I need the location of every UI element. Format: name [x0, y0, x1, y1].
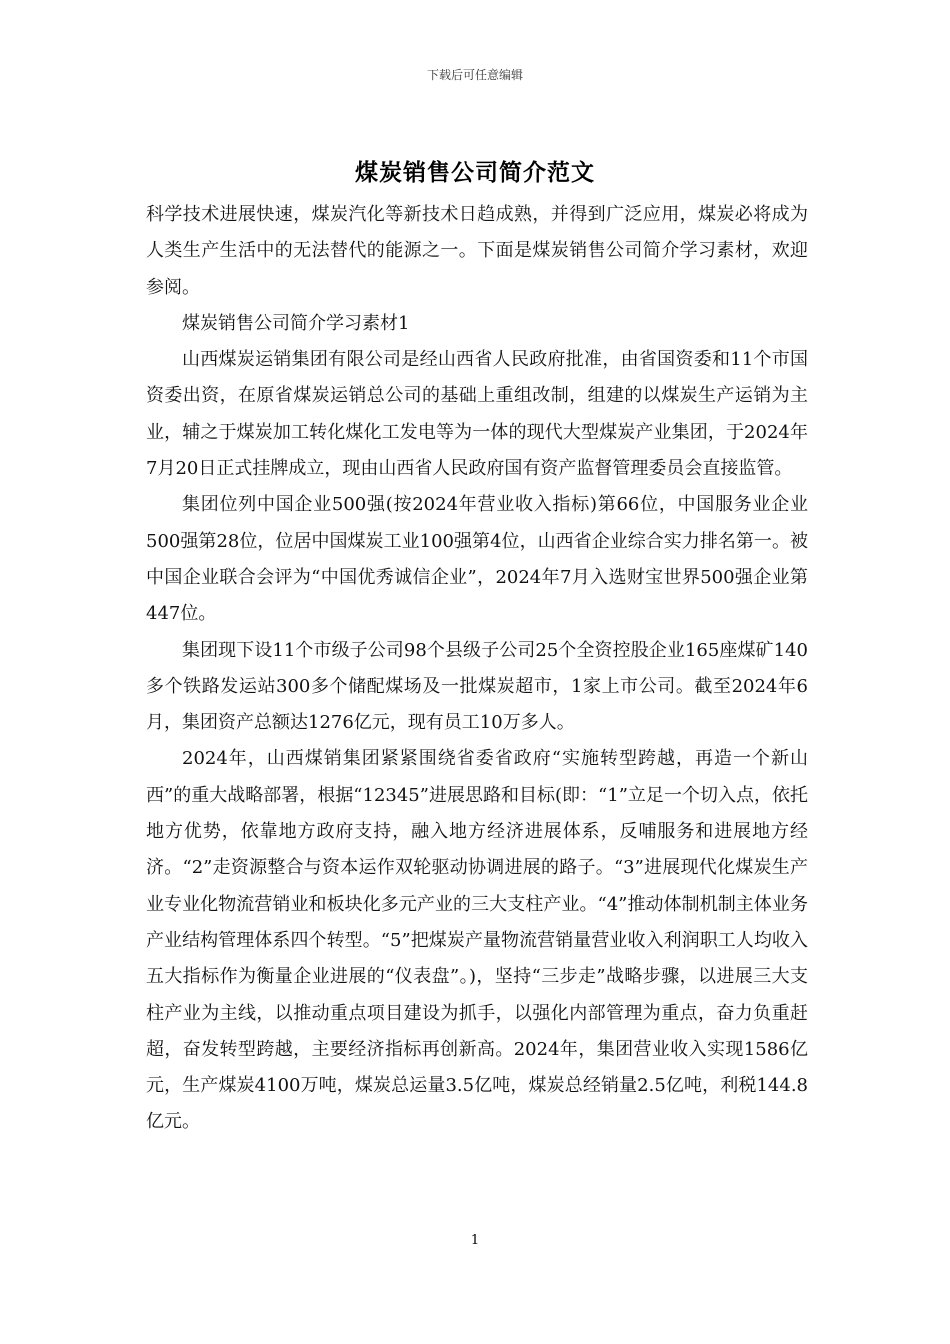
document-body [146, 197, 808, 1141]
document-title: 煤炭销售公司简介范文 [355, 160, 595, 186]
body-paragraph: 集团现下设11个市级子公司98个县级子公司25个全资控股企业165座煤矿140多个铁路发运站300多个储配煤场及一批煤炭超市，1家上市公司。截至2024年6月，集团资产总额达1276亿元，现有员工10万多人。 [146, 639, 808, 734]
intro-paragraph: 科学技术进展快速，煤炭汽化等新技术日趋成熟，并得到广泛应用，煤炭必将成为人类生产生活中的无法替代的能源之一。下面是煤炭销售公司简介学习素材，欢迎参阅。 [146, 204, 808, 298]
section-heading: 煤炭销售公司简介学习素材1 [182, 312, 410, 334]
body-paragraph: 集团位列中国企业500强(按2024年营业收入指标)第66位，中国服务业企业500强第28位，位居中国煤炭工业100强第4位，山西省企业综合实力排名第一。被中国企业联合会评为“中国优秀诚信企业”，2024年7月入选财宝世界500强企业第447位。 [146, 494, 808, 625]
body-paragraph: 山西煤炭运销集团有限公司是经山西省人民政府批准，由省国资委和11个市国资委出资，在原省煤炭运销总公司的基础上重组改制，组建的以煤炭生产运销为主业，辅之于煤炭加工转化煤化工发电等为一体的现代大型煤炭产业集团，于2024年7月20日正式挂牌成立，现由山西省人民政府国有资产监督管理委员会直接监管。 [146, 349, 808, 480]
page-number: 1 [470, 1233, 480, 1248]
body-paragraph: 2024年，山西煤销集团紧紧围绕省委省政府“实施转型跨越，再造一个新山西”的重大战略部署，根据“12345”进展思路和目标(即：“1”立足一个切入点，依托地方优势，依靠地方政府支持，融入地方经济进展体系，反哺服务和进展地方经济。“2”走资源整合与资本运作双轮驱动协调进展的路子。“3”进展现代化煤炭生产业专业化物流营销业和板块化多元产业的三大支柱产业。“4”推动体制机制主体业务产业结构管理体系四个转型。“5”把煤炭产量物流营销量营业收入利润职工人均收入五大指标作为衡量企业进展的“仪表盘”。)，坚持“三步走”战略步骤，以进展三大支柱产业为主线，以推动重点项目建设为抓手，以强化内部管理为重点，奋力负重赶超，奋发转型跨越，主要经济指标再创新高。2024年，集团营业收入实现1586亿元，生产煤炭4100万吨，煤炭总运量3.5亿吨，煤炭总经销量2.5亿吨，利税144.8亿元。 [146, 748, 808, 1133]
header-note: 下载后可任意编辑 [426, 68, 523, 82]
